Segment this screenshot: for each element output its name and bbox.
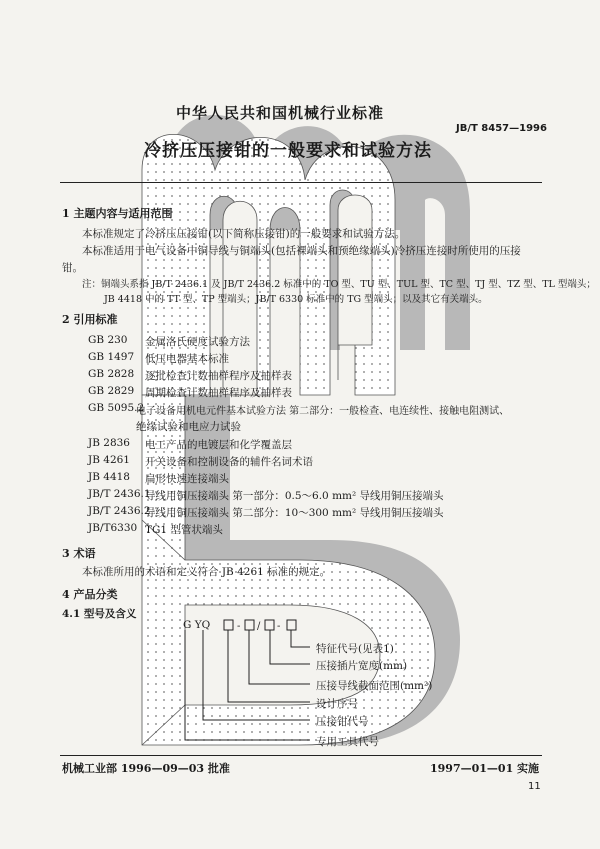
code-box-2 [245, 620, 254, 630]
ref-desc: 绝缘试验和电应力试验 [136, 421, 241, 433]
ref-code: JB 4261 [88, 454, 130, 466]
page-number: 11 [528, 781, 541, 792]
leader-line [203, 630, 310, 720]
designation-label: 压接钳代号 [316, 716, 369, 728]
ref-desc: 导线用铜压接端头 第一部分：0.5～6.0 mm² 导线用铜压接端头 [145, 490, 444, 502]
effective-date: 1997—01—01 实施 [430, 762, 540, 775]
section1-note-line1: 注：铜端头系指 JB/T 2436.1 及 JB/T 2436.2 标准中的 TO 型、TU 型、TUL 型、TC 型、TJ 型、TZ 型、TL 型端头； [82, 279, 596, 290]
ref-code: GB 1497 [88, 351, 135, 363]
ref-code: JB/T6330 [88, 522, 138, 534]
ref-code: GB 2828 [88, 368, 135, 380]
ref-desc: 电子设备用机电元件基本试验方法 第二部分：一般检查、电连续性、接触电阻测试、 [136, 406, 510, 417]
ref-desc: TG1 型管状端头 [145, 524, 223, 536]
section3-para: 本标准所用的术语和定义符合 JB 4261 标准的规定。 [82, 566, 331, 578]
section4-1-heading: 4.1 型号及含义 [62, 608, 137, 620]
section1-heading: 1 主题内容与适用范围 [62, 207, 173, 220]
svg-text:-: - [237, 621, 241, 632]
ref-desc: 逐批检查计数抽样程序及抽样表 [145, 370, 292, 382]
designation-label: 压接导线截面范围(mm²) [316, 680, 433, 692]
standard-code: JB/T 8457—1996 [456, 123, 547, 134]
leader-line [228, 630, 310, 702]
designation-label: 特征代号(见表1) [316, 643, 394, 655]
ref-code: GB 5095.2 [88, 402, 145, 414]
section4-heading: 4 产品分类 [62, 588, 118, 601]
ref-desc: 开关设备和控制设备的辅件名词术语 [145, 456, 313, 468]
code-box-4 [287, 620, 296, 630]
code-box-1 [224, 620, 233, 630]
ref-desc: 扁形快速连接端头 [145, 473, 229, 485]
section3-heading: 3 术语 [62, 547, 96, 560]
model-prefix: G YQ [183, 619, 211, 631]
svg-text:-: - [277, 621, 281, 632]
ref-code: JB/T 2436.1 [88, 488, 151, 500]
issuing-organization: 中华人民共和国机械行业标准 [176, 104, 385, 122]
footer-rule [60, 755, 542, 756]
ref-code: GB 2829 [88, 385, 135, 397]
svg-text:/: / [257, 621, 261, 632]
ref-desc: 低压电器基本标准 [145, 353, 229, 365]
ref-desc: 导线用铜压接端头 第二部分：10～300 mm² 导线用铜压接端头 [145, 507, 444, 519]
designation-label: 压接插片宽度(mm) [316, 660, 408, 672]
section1-para1: 本标准规定了冷挤压压接钳(以下简称压接钳)的一般要求和试验方法。 [82, 228, 406, 240]
ref-code: GB 230 [88, 334, 128, 346]
designation-label: 专用工具代号 [316, 736, 379, 748]
document-title: 冷挤压压接钳的一般要求和试验方法 [144, 141, 432, 161]
ref-desc: 金属洛氏硬度试验方法 [145, 336, 250, 348]
leader-line [291, 630, 310, 647]
approval-date: 机械工业部 1996—09—03 批准 [62, 762, 230, 775]
ref-desc: 周期检查计数抽样程序及抽样表 [145, 387, 292, 399]
section1-note-line2: JB 4418 中的 TT 型、TP 型端头；JB/T 6330 标准中的 TG 型端头；以及其它有关端头。 [104, 294, 488, 305]
ref-code: JB 2836 [88, 437, 130, 449]
section2-heading: 2 引用标准 [62, 313, 118, 326]
ref-code: JB/T 2436.2 [88, 505, 151, 517]
ref-desc: 电工产品的电镀层和化学覆盖层 [145, 439, 292, 451]
section1-para2-line1: 本标准适用于电气设备中铜导线与铜端头(包括裸端头和预绝缘端头)冷挤压连接时所使用的压接 [82, 245, 521, 257]
designation-label: 设计序号 [316, 698, 358, 710]
leader-line [249, 630, 310, 684]
ref-code: JB 4418 [88, 471, 130, 483]
code-box-3 [265, 620, 274, 630]
section1-para2-line2: 钳。 [62, 262, 83, 274]
